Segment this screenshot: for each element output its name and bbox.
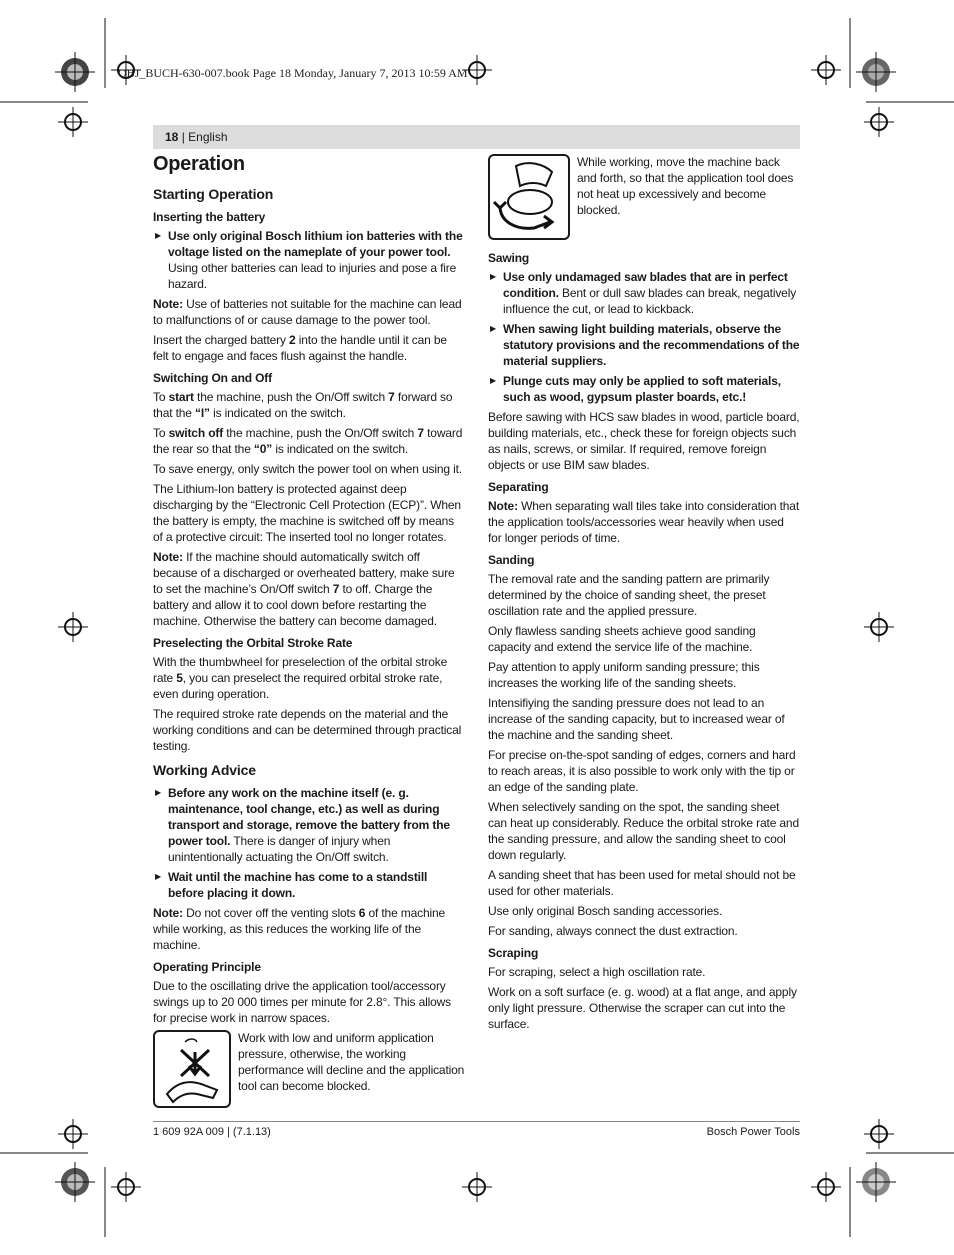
subsection-heading: Preselecting the Orbital Stroke Rate (153, 636, 353, 650)
crosshair-icon (864, 1119, 894, 1149)
crosshair-icon (111, 1172, 141, 1202)
figure-row (488, 154, 800, 240)
paragraph: Before sawing with HCS saw blades in wood, particle board, building materials, etc., check these for foreign objects such as nails, screws, or similar. If required, remove foreign objects or use BIM saw blades. (488, 410, 800, 472)
registration-mark-icon (55, 1162, 95, 1202)
paragraph: To start the machine, push the On/Off switch 7 forward so that the “I” is indicated on the switch. (153, 390, 453, 420)
paragraph: A sanding sheet that has been used for metal should not be used for other materials. (488, 868, 796, 898)
registration-mark-icon (55, 52, 95, 92)
warning-bullet: ▶ Use only original Bosch lithium ion batteries with the voltage listed on the nameplate of your power tool. Using other batteries can lead to injuries and pose a fire hazard. (153, 228, 465, 292)
figure-caption: While working, move the machine back and forth, so that the application tool does not heat up excessively and become blocked. (577, 155, 794, 217)
left-column (153, 152, 465, 1114)
crosshair-icon (864, 107, 894, 137)
crosshair-icon (58, 1119, 88, 1149)
subsection-heading: Inserting the battery (153, 210, 266, 224)
crosshair-icon (811, 55, 841, 85)
page-header (165, 130, 228, 144)
section-heading: Starting Operation (153, 186, 274, 202)
subsection-heading: Switching On and Off (153, 371, 272, 385)
paragraph: For scraping, select a high oscillation rate. (488, 965, 706, 979)
registration-mark-icon (856, 1162, 896, 1202)
footer-doc-number: 1 609 92A 009 | (7.1.13) (153, 1126, 271, 1138)
note-paragraph: Note: Use of batteries not suitable for the machine can lead to malfunctions of or cause damage to the power tool. (153, 297, 462, 327)
crosshair-icon (864, 612, 894, 642)
paragraph: The required stroke rate depends on the material and the working conditions and can be determined through practical testing. (153, 707, 462, 753)
footer-brand: Bosch Power Tools (706, 1126, 800, 1138)
paragraph: Work on a soft surface (e. g. wood) at a flat ange, and apply only light pressure. Otherwise the scraper can cut into the surface. (488, 985, 797, 1031)
running-head: OBJ_BUCH-630-007.book Page 18 Monday, January 7, 2013 10:59 AM (118, 66, 468, 80)
subsection-heading: Sawing (488, 251, 530, 265)
paragraph: Pay attention to apply uniform sanding pressure; this increases the working life of the sanding sheets. (488, 660, 760, 690)
warning-bullet: ▶ When sawing light building materials, observe the statutory provisions and the recommendations of the material suppliers. (488, 321, 800, 369)
note-paragraph: Note: When separating wall tiles take into consideration that the application tools/accessories wear heavily when used for longer periods of time. (488, 499, 800, 545)
note-paragraph: Note: Do not cover off the venting slots 6 of the machine while working, as this reduces the working life of the machine. (153, 906, 446, 952)
note-paragraph: Note: If the machine should automatically switch off because of a discharged or overheated battery, make sure to set the machine’s On/Off switch 7 to off. Charge the battery and allow it to cool down before restarting the machine. Otherwise the battery can become damaged. (153, 550, 455, 628)
paragraph: Intensifiying the sanding pressure does not lead to an increase of the sanding capacity, but to increased wear of the machine and the sanding sheet. (488, 696, 785, 742)
header-language: English (188, 130, 228, 144)
figure-row (153, 1030, 465, 1108)
paragraph: Insert the charged battery 2 into the handle until it can be felt to engage and faces flush against the handle. (153, 333, 447, 363)
no-pressure-figure-icon (153, 1030, 231, 1108)
paragraph: To switch off the machine, push the On/Off switch 7 toward the rear so that the “0” is indicated on the switch. (153, 426, 463, 456)
figure-caption: Work with low and uniform application pressure, otherwise, the working performance will decline and the application tool can become blocked. (238, 1031, 465, 1093)
warning-bullet: ▶ Wait until the machine has come to a standstill before placing it down. (153, 869, 465, 901)
subsection-heading: Scraping (488, 946, 539, 960)
warning-bullet: ▶ Plunge cuts may only be applied to soft materials, such as wood, gypsum plaster boards, etc.! (488, 373, 800, 405)
paragraph: For precise on-the-spot sanding of edges, corners and hard to reach areas, it is also possible to work only with the tip or an edge of the sanding plate. (488, 748, 796, 794)
footer-divider (153, 1121, 800, 1122)
paragraph: Due to the oscillating drive the application tool/accessory swings up to 20 000 times per minute for 2.8°. This allows for precise work in narrow spaces. (153, 979, 452, 1025)
paragraph: To save energy, only switch the power tool on when using it. (153, 462, 462, 476)
crosshair-icon (811, 1172, 841, 1202)
paragraph: For sanding, always connect the dust extraction. (488, 924, 738, 938)
back-and-forth-figure-icon (488, 154, 570, 240)
paragraph: Use only original Bosch sanding accessories. (488, 904, 723, 918)
paragraph: The removal rate and the sanding pattern are primarily determined by the choice of sanding sheet, the preset oscillation rate and the applied pressure. (488, 572, 770, 618)
registration-mark-icon (856, 52, 896, 92)
right-column (488, 154, 800, 1036)
page-header-bar (153, 125, 800, 149)
header-separator: | (178, 130, 189, 144)
warning-bullet: ▶ Before any work on the machine itself (e. g. maintenance, tool change, etc.) as well as during transport and storage, remove the battery from the power tool. There is danger of injury when unintentionally actuating the On/Off switch. (153, 785, 465, 865)
crosshair-icon (58, 612, 88, 642)
paragraph: Only flawless sanding sheets achieve good sanding capacity and extend the service life of the machine. (488, 624, 756, 654)
subsection-heading: Separating (488, 480, 549, 494)
section-heading: Working Advice (153, 762, 256, 778)
paragraph: The Lithium-Ion battery is protected against deep discharging by the “Electronic Cell Protection (ECP)”. When the battery is empty, the machine is switched off by means of a protective circuit: The inserted tool no longer rotates. (153, 482, 461, 544)
subsection-heading: Operating Principle (153, 960, 261, 974)
page-number: 18 (165, 130, 179, 144)
subsection-heading: Sanding (488, 553, 535, 567)
warning-bullet: ▶ Use only undamaged saw blades that are in perfect condition. Bent or dull saw blades can break, negatively influence the cut, or lead to kickback. (488, 269, 800, 317)
paragraph: When selectively sanding on the spot, the sanding sheet can heat up considerably. Reduce the orbital stroke rate and the sanding pressure, and allow the sanding sheet to cool down regularly. (488, 800, 799, 862)
page-title: Operation (153, 153, 245, 175)
paragraph: With the thumbwheel for preselection of the orbital stroke rate 5, you can preselect the required orbital stroke rate, even during operation. (153, 655, 448, 701)
crosshair-icon (462, 1172, 492, 1202)
crosshair-icon (58, 107, 88, 137)
